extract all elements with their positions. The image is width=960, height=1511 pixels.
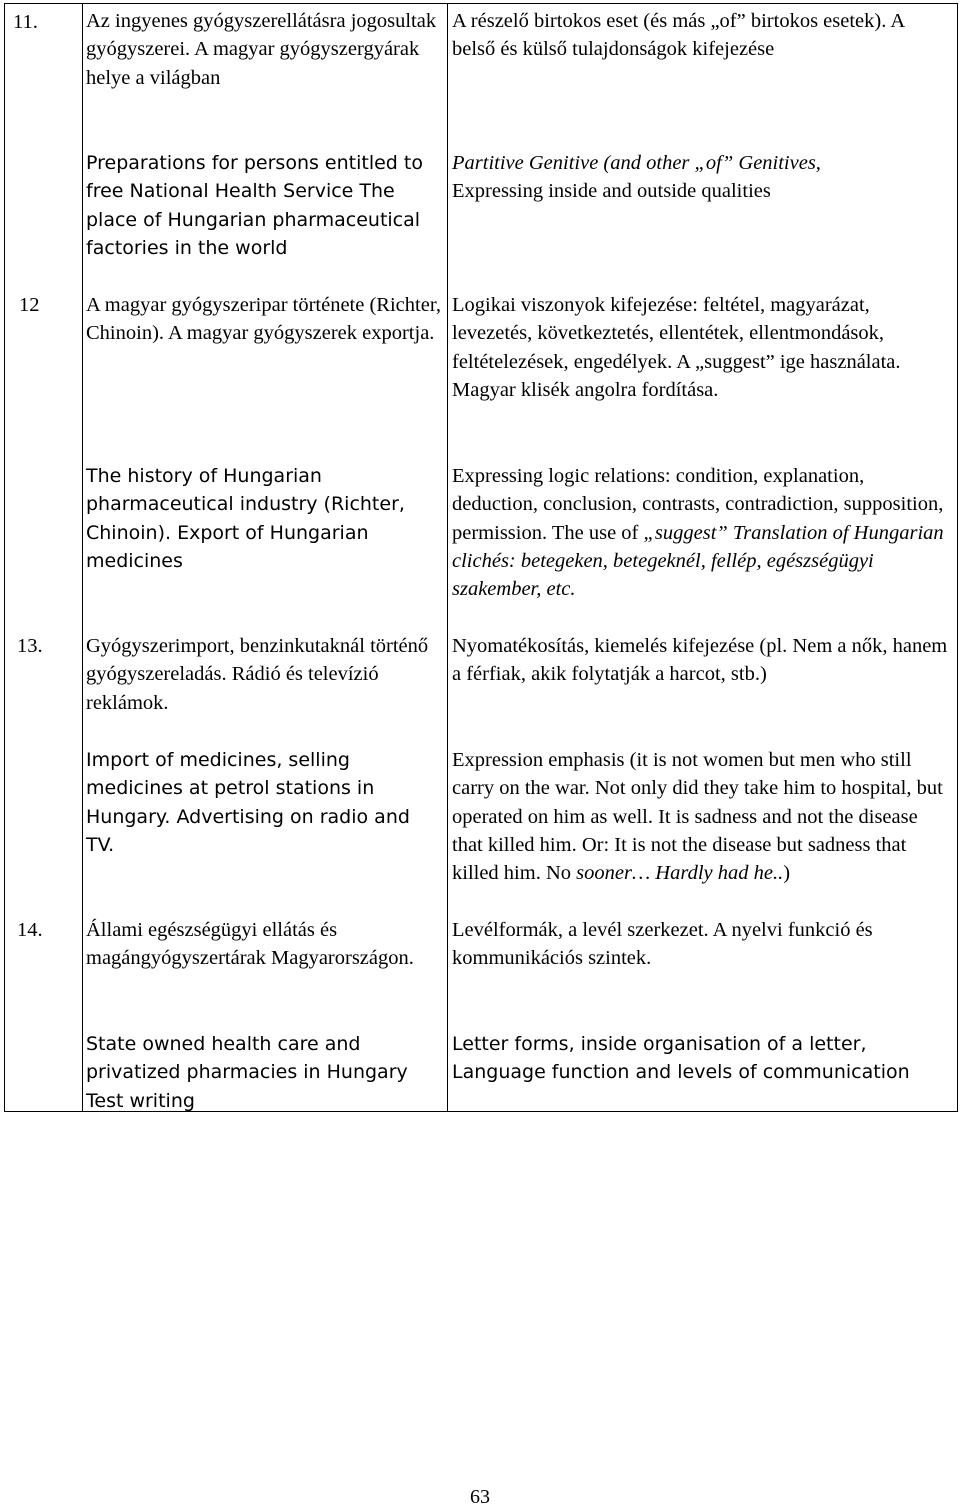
row-14-hungarian-topic: Állami egészségügyi ellátás és magángyógyszertárak Magyarországon. (86, 919, 414, 970)
row-11-number: 11. (13, 11, 38, 33)
grammar-italic-text: Partitive Genitive (and other „of” Genitives, (452, 152, 821, 174)
row-13-english-topic: Import of medicines, selling medicines at petrol stations in Hungary. Advertising on radio and TV. (86, 749, 410, 856)
grammar-plain-text: Expressing logic relations: condition, explanation, deduction, conclusion, contrasts, contradiction, supposition, permission. The use of (452, 465, 944, 544)
row-12-hungarian-grammar: Logikai viszonyok kifejezése: feltétel, magyarázat, levezetés, következtetés, ellentétek, ellentmondások, feltételezések, engedélyek. A „suggest” ige használata. Magyar klisék angolra fordítása. (452, 294, 901, 401)
row-11-english-grammar (452, 149, 951, 206)
grammar-italic-text: sooner… Hardly had he.. (576, 862, 784, 885)
row-13-number: 13. (17, 635, 43, 657)
course-schedule-table (4, 3, 958, 1112)
grammar-italic-text: „suggest” Translation of Hungarian clichés: betegeken, betegeknél, fellép, egészségügyi szakember, etc. (452, 521, 944, 601)
row-11-english-topic: Preparations for persons entitled to free National Health Service The place of Hungarian pharmaceutical factories in the world (86, 152, 423, 259)
row-14-english-grammar: Letter forms, inside organisation of a letter, Language function and levels of communication (452, 1033, 910, 1084)
grammar-plain-text: Expressing inside and outside qualities (452, 180, 771, 203)
grammar-tail-text: ) (783, 862, 791, 885)
row-12-english-topic: The history of Hungarian pharmaceutical industry (Richter, Chinoin). Export of Hungarian medicines (86, 465, 405, 572)
row-14-english-topic: State owned health care and privatized pharmacies in Hungary Test writing (86, 1033, 408, 1112)
row-13-hungarian-grammar: Nyomatékosítás, kiemelés kifejezése (pl. Nem a nők, hanem a férfiak, akik folytatják a harcot, stb.) (452, 635, 948, 686)
row-12-number: 12 (19, 294, 40, 316)
row-11-hungarian-grammar: A részelő birtokos eset (és más „of” birtokos esetek). A belső és külső tulajdonságok kifejezése (452, 10, 905, 61)
row-12-hungarian-topic: A magyar gyógyszeripar története (Richter, Chinoin). A magyar gyógyszerek exportja. (86, 294, 441, 345)
number-column (5, 4, 83, 1112)
row-13-english-grammar (452, 746, 951, 887)
page-number: 63 (470, 1486, 490, 1508)
grammar-plain-text: Expression emphasis (it is not women but men who still carry on the war. Not only did they take him to hospital, but operated on him as well. It is sadness and not the disease that killed him. Or: It is not the disease but sadness that killed him. No (452, 749, 943, 885)
row-14-number: 14. (17, 919, 43, 941)
row-12-english-grammar (452, 462, 951, 603)
grammar-column (448, 4, 958, 1112)
topic-column (83, 4, 448, 1112)
row-13-hungarian-topic: Gyógyszerimport, benzinkutaknál történő gyógyszereladás. Rádió és televízió reklámok. (86, 635, 429, 714)
row-14-hungarian-grammar: Levélformák, a levél szerkezet. A nyelvi funkció és kommunikációs szintek. (452, 919, 873, 970)
row-11-hungarian-topic: Az ingyenes gyógyszerellátásra jogosultak gyógyszerei. A magyar gyógyszergyárak helye a világban (86, 10, 437, 89)
